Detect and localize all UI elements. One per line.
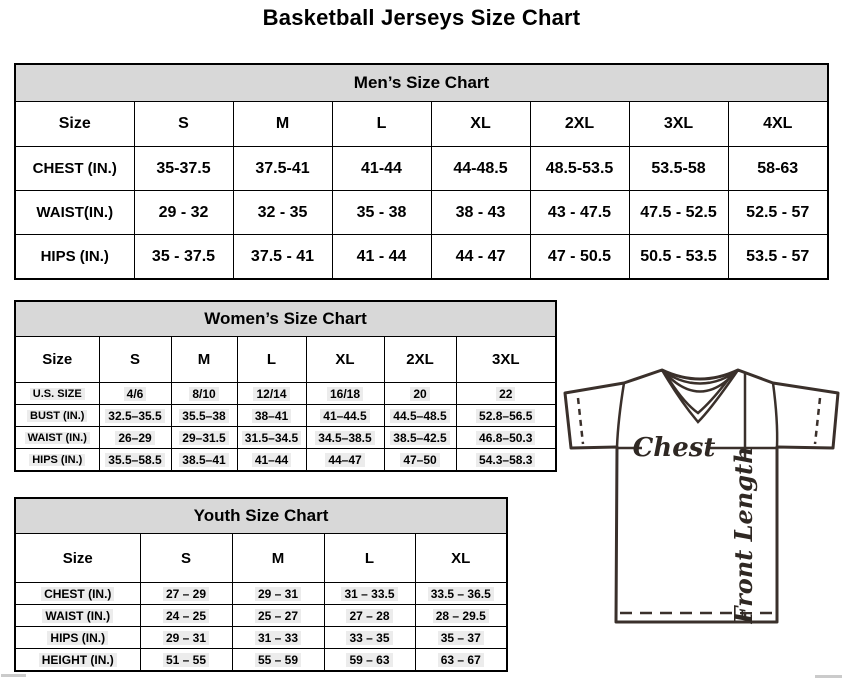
womens-cell-1-1: 35.5–38	[171, 405, 237, 427]
womens-cell-0-4: 20	[384, 383, 456, 405]
youth-cell-2-1: 31 – 33	[232, 627, 324, 649]
womens-col-header-6: 3XL	[456, 337, 555, 383]
youth-chart-title: Youth Size Chart	[16, 499, 506, 534]
youth-row-label-1: WAIST (IN.)	[16, 605, 140, 627]
mens-cell-0-6: 58-63	[728, 147, 827, 191]
mens-col-header-1: S	[134, 102, 233, 147]
youth-cell-2-3: 35 – 37	[415, 627, 506, 649]
mens-cell-1-6: 52.5 - 57	[728, 191, 827, 235]
youth-row-label-2: HIPS (IN.)	[16, 627, 140, 649]
youth-col-header-1: S	[140, 534, 232, 583]
womens-cell-1-3: 41–44.5	[306, 405, 384, 427]
womens-cell-0-2: 12/14	[237, 383, 306, 405]
womens-col-header-5: 2XL	[384, 337, 456, 383]
womens-col-header-0: Size	[16, 337, 99, 383]
youth-row-label-3: HEIGHT (IN.)	[16, 649, 140, 671]
womens-cell-2-3: 34.5–38.5	[306, 427, 384, 449]
mens-row-2	[16, 235, 827, 279]
mens-cell-0-1: 37.5-41	[233, 147, 332, 191]
mens-cell-0-0: 35-37.5	[134, 147, 233, 191]
womens-cell-1-5: 52.8–56.5	[456, 405, 555, 427]
womens-cell-3-0: 35.5–58.5	[99, 449, 171, 471]
mens-col-header-6: 3XL	[629, 102, 728, 147]
womens-header-row	[16, 337, 555, 383]
youth-col-header-0: Size	[16, 534, 140, 583]
mens-cell-1-4: 43 - 47.5	[530, 191, 629, 235]
mens-cell-0-3: 44-48.5	[431, 147, 530, 191]
youth-cell-1-2: 27 – 28	[324, 605, 415, 627]
mens-header-row	[16, 102, 827, 147]
youth-size-table	[16, 534, 506, 670]
womens-cell-3-4: 47–50	[384, 449, 456, 471]
womens-cell-0-1: 8/10	[171, 383, 237, 405]
youth-cell-1-1: 25 – 27	[232, 605, 324, 627]
page-title: Basketball Jerseys Size Chart	[262, 5, 581, 30]
youth-cell-3-3: 63 – 67	[415, 649, 506, 671]
youth-cell-3-2: 59 – 63	[324, 649, 415, 671]
youth-row-0	[16, 583, 506, 605]
youth-row-3	[16, 649, 506, 671]
jersey-measurement-diagram	[558, 360, 843, 652]
womens-cell-2-5: 46.8–50.3	[456, 427, 555, 449]
womens-cell-3-1: 38.5–41	[171, 449, 237, 471]
womens-cell-2-1: 29–31.5	[171, 427, 237, 449]
youth-row-label-0: CHEST (IN.)	[16, 583, 140, 605]
front-length-label: Front Length	[729, 446, 758, 624]
youth-cell-2-2: 33 – 35	[324, 627, 415, 649]
womens-row-label-0: U.S. SIZE	[16, 383, 99, 405]
mens-cell-1-2: 35 - 38	[332, 191, 431, 235]
mens-row-label-0: CHEST (IN.)	[16, 147, 134, 191]
mens-cell-1-3: 38 - 43	[431, 191, 530, 235]
mens-cell-2-5: 50.5 - 53.5	[629, 235, 728, 279]
mens-col-header-3: L	[332, 102, 431, 147]
mens-cell-0-2: 41-44	[332, 147, 431, 191]
womens-row-label-1: BUST (IN.)	[16, 405, 99, 427]
womens-size-chart-section	[14, 300, 557, 472]
mens-col-header-5: 2XL	[530, 102, 629, 147]
mens-cell-2-0: 35 - 37.5	[134, 235, 233, 279]
womens-size-table	[16, 337, 555, 470]
youth-cell-3-1: 55 – 59	[232, 649, 324, 671]
cropped-element-bottom-right	[815, 675, 842, 678]
youth-cell-1-3: 28 – 29.5	[415, 605, 506, 627]
womens-row-3	[16, 449, 555, 471]
mens-row-0	[16, 147, 827, 191]
youth-size-chart-section	[14, 497, 508, 672]
womens-cell-1-2: 38–41	[237, 405, 306, 427]
youth-header-row	[16, 534, 506, 583]
womens-cell-1-0: 32.5–35.5	[99, 405, 171, 427]
youth-col-header-4: XL	[415, 534, 506, 583]
youth-cell-1-0: 24 – 25	[140, 605, 232, 627]
mens-cell-0-4: 48.5-53.5	[530, 147, 629, 191]
youth-cell-3-0: 51 – 55	[140, 649, 232, 671]
mens-cell-2-2: 41 - 44	[332, 235, 431, 279]
womens-cell-0-0: 4/6	[99, 383, 171, 405]
youth-cell-0-2: 31 – 33.5	[324, 583, 415, 605]
youth-cell-0-1: 29 – 31	[232, 583, 324, 605]
mens-row-label-1: WAIST(IN.)	[16, 191, 134, 235]
mens-cell-1-1: 32 - 35	[233, 191, 332, 235]
womens-chart-title: Women’s Size Chart	[16, 302, 555, 337]
womens-row-label-3: HIPS (IN.)	[16, 449, 99, 471]
womens-cell-3-5: 54.3–58.3	[456, 449, 555, 471]
youth-cell-2-0: 29 – 31	[140, 627, 232, 649]
womens-col-header-1: S	[99, 337, 171, 383]
mens-size-table	[16, 102, 827, 278]
mens-col-header-7: 4XL	[728, 102, 827, 147]
womens-row-label-2: WAIST (IN.)	[16, 427, 99, 449]
mens-cell-2-6: 53.5 - 57	[728, 235, 827, 279]
mens-size-chart-section	[14, 63, 829, 280]
womens-cell-3-2: 41–44	[237, 449, 306, 471]
jersey-outline	[565, 370, 838, 622]
youth-row-1	[16, 605, 506, 627]
womens-cell-2-0: 26–29	[99, 427, 171, 449]
mens-cell-2-1: 37.5 - 41	[233, 235, 332, 279]
mens-chart-title: Men’s Size Chart	[16, 65, 827, 102]
youth-cell-0-0: 27 – 29	[140, 583, 232, 605]
youth-row-2	[16, 627, 506, 649]
womens-cell-2-2: 31.5–34.5	[237, 427, 306, 449]
mens-cell-1-0: 29 - 32	[134, 191, 233, 235]
mens-row-label-2: HIPS (IN.)	[16, 235, 134, 279]
mens-cell-2-4: 47 - 50.5	[530, 235, 629, 279]
womens-cell-3-3: 44–47	[306, 449, 384, 471]
mens-cell-2-3: 44 - 47	[431, 235, 530, 279]
womens-cell-0-3: 16/18	[306, 383, 384, 405]
womens-cell-1-4: 44.5–48.5	[384, 405, 456, 427]
mens-col-header-2: M	[233, 102, 332, 147]
mens-cell-0-5: 53.5-58	[629, 147, 728, 191]
mens-row-1	[16, 191, 827, 235]
cropped-element-bottom-left	[1, 674, 26, 677]
womens-row-2	[16, 427, 555, 449]
womens-row-1	[16, 405, 555, 427]
womens-col-header-2: M	[171, 337, 237, 383]
mens-col-header-0: Size	[16, 102, 134, 147]
youth-cell-0-3: 33.5 – 36.5	[415, 583, 506, 605]
mens-col-header-4: XL	[431, 102, 530, 147]
womens-col-header-3: L	[237, 337, 306, 383]
womens-col-header-4: XL	[306, 337, 384, 383]
youth-col-header-2: M	[232, 534, 324, 583]
chest-label: Chest	[632, 433, 716, 463]
womens-cell-0-5: 22	[456, 383, 555, 405]
mens-cell-1-5: 47.5 - 52.5	[629, 191, 728, 235]
womens-cell-2-4: 38.5–42.5	[384, 427, 456, 449]
youth-col-header-3: L	[324, 534, 415, 583]
womens-row-0	[16, 383, 555, 405]
